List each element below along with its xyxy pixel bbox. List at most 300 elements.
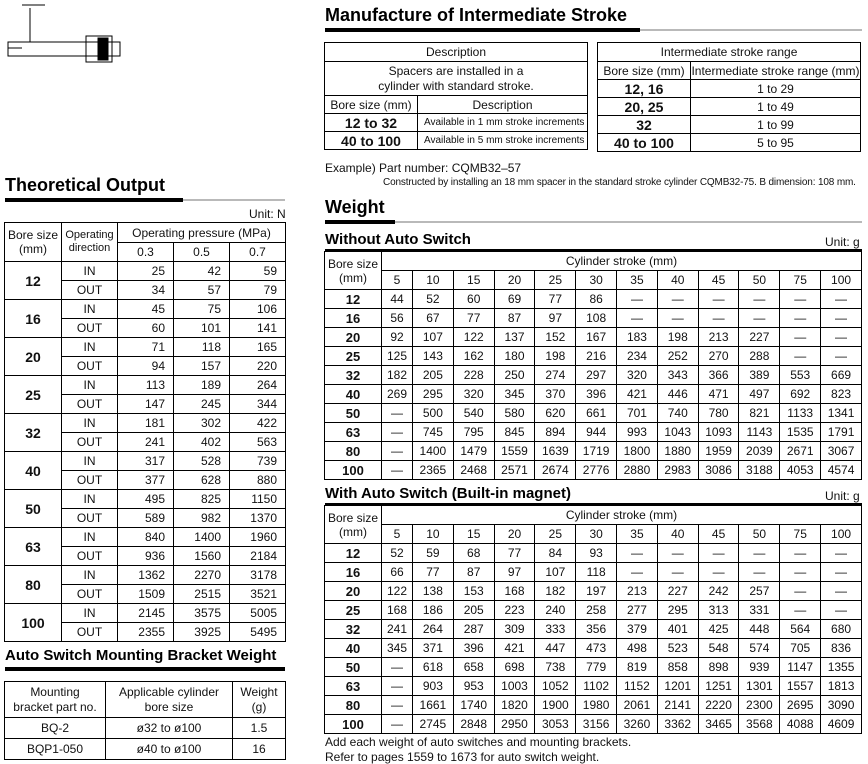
weight-value: —: [780, 290, 821, 309]
range-bore-value: 20, 25: [598, 98, 691, 116]
weight-value: 701: [617, 404, 658, 423]
output-value: 3925: [174, 623, 230, 642]
weight-value: 3260: [617, 715, 658, 734]
output-value: 1362: [118, 566, 174, 585]
weight-value: 216: [576, 347, 617, 366]
col-stroke: Cylinder stroke (mm): [382, 252, 862, 271]
weight-row: [325, 423, 862, 442]
direction-in: IN: [62, 566, 118, 585]
output-value: 220: [230, 357, 286, 376]
stroke-header: 25: [535, 271, 576, 290]
stroke-header: 10: [412, 271, 453, 290]
theoretical-title-rule: [5, 198, 183, 202]
weight-value: —: [382, 442, 413, 461]
weight-value: 234: [617, 347, 658, 366]
bore-size: 80: [5, 566, 62, 604]
bracket-part: BQP1-050: [5, 739, 106, 760]
weight-value: 379: [617, 620, 658, 639]
theoretical-output-table: [4, 222, 286, 642]
weight-value: —: [821, 347, 862, 366]
weight-value: 1661: [412, 696, 453, 715]
weight-value: 167: [576, 328, 617, 347]
col-direction: Operating direction: [62, 223, 118, 262]
description-header: Description: [325, 43, 588, 62]
bore-size: 63: [325, 677, 382, 696]
weight-value: 356: [576, 620, 617, 639]
range-bore-value: 12, 16: [598, 80, 691, 98]
weight-value: 213: [617, 582, 658, 601]
weight-value: 152: [535, 328, 576, 347]
direction-in: IN: [62, 452, 118, 471]
manufacture-title-rule-gray: [640, 29, 862, 31]
bore-size: 16: [5, 300, 62, 338]
weight-value: 3188: [739, 461, 780, 480]
weight-value: 77: [494, 544, 535, 563]
weight-value: 2468: [453, 461, 494, 480]
weight-value: 680: [821, 620, 862, 639]
direction-out: OUT: [62, 395, 118, 414]
bore-size: 50: [325, 404, 382, 423]
weight-value: 343: [657, 366, 698, 385]
theoretical-row-in: [5, 376, 286, 395]
weight-value: 421: [494, 639, 535, 658]
bore-size: 63: [5, 528, 62, 566]
weight-value: 2061: [617, 696, 658, 715]
stroke-header: 100: [821, 271, 862, 290]
weight-title-rule: [325, 220, 395, 224]
weight-value: 182: [535, 582, 576, 601]
weight-value: 60: [453, 290, 494, 309]
output-value: 157: [174, 357, 230, 376]
weight-value: 1400: [412, 442, 453, 461]
weight-value: 1559: [494, 442, 535, 461]
stroke-header: 40: [657, 271, 698, 290]
output-value: 528: [174, 452, 230, 471]
output-value: 344: [230, 395, 286, 414]
weight-value: 138: [412, 582, 453, 601]
weight-value: 345: [494, 385, 535, 404]
range-value: 1 to 99: [691, 116, 861, 134]
weight-value: 84: [535, 544, 576, 563]
weight-note-2: Refer to pages 1559 to 1673 for auto switch weight.: [325, 750, 600, 764]
bore-size: 40: [325, 639, 382, 658]
stroke-header: 20: [494, 525, 535, 544]
weight-value: 745: [412, 423, 453, 442]
weight-row: [325, 658, 862, 677]
stroke-header: 30: [576, 525, 617, 544]
weight-value: 168: [494, 582, 535, 601]
weight-value: 366: [698, 366, 739, 385]
bore-size: 12: [5, 262, 62, 300]
bore-size: 16: [325, 563, 382, 582]
weight-value: 564: [780, 620, 821, 639]
weight-value: 421: [617, 385, 658, 404]
weight-value: 2745: [412, 715, 453, 734]
col-pressure: Operating pressure (MPa): [118, 223, 286, 243]
weight-value: 87: [494, 309, 535, 328]
bracket-bore: ø32 to ø100: [106, 718, 233, 739]
weight-value: 258: [576, 601, 617, 620]
weight-value: 320: [453, 385, 494, 404]
stroke-description-table: [324, 42, 588, 150]
weight-value: 52: [382, 544, 413, 563]
weight-row: [325, 404, 862, 423]
weight-value: —: [657, 544, 698, 563]
weight-value: 658: [453, 658, 494, 677]
weight-value: 295: [657, 601, 698, 620]
output-value: 2355: [118, 623, 174, 642]
weight-value: 59: [412, 544, 453, 563]
weight-value: 1102: [576, 677, 617, 696]
weight-value: —: [382, 658, 413, 677]
with-switch-title: With Auto Switch (Built-in magnet): [325, 485, 571, 502]
weight-value: 498: [617, 639, 658, 658]
weight-row: [325, 461, 862, 480]
manufacture-title: Manufacture of Intermediate Stroke: [325, 5, 628, 25]
weight-value: 309: [494, 620, 535, 639]
stroke-header: 50: [739, 271, 780, 290]
weight-value: 1152: [617, 677, 658, 696]
output-value: 141: [230, 319, 286, 338]
theoretical-row-in: [5, 490, 286, 509]
weight-value: 1900: [535, 696, 576, 715]
weight-value: 795: [453, 423, 494, 442]
output-value: 3178: [230, 566, 286, 585]
pressure-0.7: 0.7: [230, 243, 286, 262]
output-value: 936: [118, 547, 174, 566]
weight-value: 68: [453, 544, 494, 563]
weight-value: 313: [698, 601, 739, 620]
bore-size: 100: [5, 604, 62, 642]
weight-value: 1557: [780, 677, 821, 696]
bore-size: 80: [325, 442, 382, 461]
output-value: 825: [174, 490, 230, 509]
weight-value: 3053: [535, 715, 576, 734]
theoretical-row-in: [5, 338, 286, 357]
bracket-part: BQ-2: [5, 718, 106, 739]
weight-value: 894: [535, 423, 576, 442]
weight-value: 1093: [698, 423, 739, 442]
weight-value: 1820: [494, 696, 535, 715]
weight-value: —: [382, 677, 413, 696]
weight-value: 618: [412, 658, 453, 677]
direction-out: OUT: [62, 319, 118, 338]
weight-value: 2039: [739, 442, 780, 461]
weight-value: 1740: [453, 696, 494, 715]
weight-value: 269: [382, 385, 413, 404]
weight-value: 143: [412, 347, 453, 366]
weight-value: —: [780, 347, 821, 366]
weight-value: 993: [617, 423, 658, 442]
weight-value: 66: [382, 563, 413, 582]
output-value: 241: [118, 433, 174, 452]
weight-value: 250: [494, 366, 535, 385]
output-value: 101: [174, 319, 230, 338]
bracket-title-rule: [5, 667, 285, 671]
weight-value: 1143: [739, 423, 780, 442]
example-description: Constructed by installing an 18 mm spacer in the standard stroke cylinder CQMB32-75. B dimension: 108 mm.: [383, 177, 856, 188]
weight-value: —: [698, 309, 739, 328]
stroke-header: 15: [453, 271, 494, 290]
weight-value: 277: [617, 601, 658, 620]
weight-value: 1800: [617, 442, 658, 461]
weight-value: 3362: [657, 715, 698, 734]
stroke-header: 25: [535, 525, 576, 544]
bore-size: 50: [325, 658, 382, 677]
weight-value: —: [821, 309, 862, 328]
weight-value: 1147: [780, 658, 821, 677]
weight-value: 1959: [698, 442, 739, 461]
weight-value: 370: [535, 385, 576, 404]
output-value: 880: [230, 471, 286, 490]
weight-value: —: [617, 544, 658, 563]
weight-value: 4574: [821, 461, 862, 480]
range-header: Intermediate stroke range: [598, 43, 861, 62]
weight-value: 77: [535, 290, 576, 309]
direction-in: IN: [62, 262, 118, 281]
theoretical-row-in: [5, 452, 286, 471]
weight-value: 108: [576, 309, 617, 328]
weight-value: 223: [494, 601, 535, 620]
weight-value: —: [698, 544, 739, 563]
weight-value: 93: [576, 544, 617, 563]
range-bore-value: 32: [598, 116, 691, 134]
weight-value: 274: [535, 366, 576, 385]
bore-size: 32: [5, 414, 62, 452]
direction-out: OUT: [62, 623, 118, 642]
output-value: 2145: [118, 604, 174, 623]
cylinder-drawing: [0, 0, 125, 70]
weight-value: 944: [576, 423, 617, 442]
weight-value: 288: [739, 347, 780, 366]
direction-in: IN: [62, 414, 118, 433]
weight-value: 446: [657, 385, 698, 404]
output-value: 739: [230, 452, 286, 471]
weight-row: [325, 639, 862, 658]
weight-value: 2141: [657, 696, 698, 715]
weight-value: 287: [453, 620, 494, 639]
weight-value: —: [780, 563, 821, 582]
weight-value: 2220: [698, 696, 739, 715]
col-stroke: Cylinder stroke (mm): [382, 506, 862, 525]
stroke-header: 35: [617, 525, 658, 544]
output-value: 79: [230, 281, 286, 300]
weight-value: 242: [698, 582, 739, 601]
weight-value: 44: [382, 290, 413, 309]
output-value: 147: [118, 395, 174, 414]
weight-value: 2365: [412, 461, 453, 480]
weight-row: [325, 347, 862, 366]
weight-value: 661: [576, 404, 617, 423]
output-value: 402: [174, 433, 230, 452]
weight-value: 371: [412, 639, 453, 658]
weight-value: —: [821, 563, 862, 582]
weight-value: 1813: [821, 677, 862, 696]
theoretical-row-in: [5, 300, 286, 319]
without-switch-unit: Unit: g: [825, 235, 860, 249]
weight-value: 122: [382, 582, 413, 601]
bore-size: 63: [325, 423, 382, 442]
bracket-weight: 1.5: [233, 718, 286, 739]
output-value: 2270: [174, 566, 230, 585]
weight-value: 333: [535, 620, 576, 639]
weight-value: 86: [576, 290, 617, 309]
weight-value: —: [780, 328, 821, 347]
output-value: 982: [174, 509, 230, 528]
weight-value: 2848: [453, 715, 494, 734]
weight-value: 953: [453, 677, 494, 696]
weight-value: 396: [576, 385, 617, 404]
weight-value: 77: [412, 563, 453, 582]
output-value: 113: [118, 376, 174, 395]
output-value: 1370: [230, 509, 286, 528]
output-value: 60: [118, 319, 174, 338]
direction-out: OUT: [62, 585, 118, 604]
col-bore: Bore size (mm): [325, 96, 418, 114]
weight-value: 1341: [821, 404, 862, 423]
with-switch-unit: Unit: g: [825, 489, 860, 503]
weight-value: 2880: [617, 461, 658, 480]
weight-value: 1639: [535, 442, 576, 461]
weight-value: —: [821, 582, 862, 601]
bore-size: 25: [325, 601, 382, 620]
weight-value: 97: [494, 563, 535, 582]
bore-size: 40: [5, 452, 62, 490]
weight-value: 669: [821, 366, 862, 385]
weight-row: [325, 563, 862, 582]
bore-size: 25: [325, 347, 382, 366]
bracket-weight-table: [4, 681, 286, 760]
pressure-0.3: 0.3: [118, 243, 174, 262]
weight-value: 473: [576, 639, 617, 658]
weight-value: 67: [412, 309, 453, 328]
weight-value: —: [821, 544, 862, 563]
weight-value: 548: [698, 639, 739, 658]
weight-value: 240: [535, 601, 576, 620]
weight-value: 2695: [780, 696, 821, 715]
stroke-desc-value: Available in 1 mm stroke increments: [418, 114, 588, 132]
manufacture-title-rule: [325, 28, 640, 32]
weight-with-switch-table: [324, 505, 862, 734]
direction-out: OUT: [62, 357, 118, 376]
weight-value: —: [657, 563, 698, 582]
weight-value: 227: [739, 328, 780, 347]
output-value: 264: [230, 376, 286, 395]
output-value: 106: [230, 300, 286, 319]
output-value: 302: [174, 414, 230, 433]
range-bore-value: 40 to 100: [598, 134, 691, 152]
weight-row: [325, 442, 862, 461]
stroke-header: 45: [698, 271, 739, 290]
direction-in: IN: [62, 604, 118, 623]
weight-value: —: [739, 290, 780, 309]
weight-value: 738: [535, 658, 576, 677]
weight-value: 845: [494, 423, 535, 442]
weight-value: —: [657, 309, 698, 328]
theoretical-row-in: [5, 262, 286, 281]
output-value: 3575: [174, 604, 230, 623]
bore-size: 16: [325, 309, 382, 328]
example-part: Part number: CQMB32–57: [379, 161, 522, 175]
bore-size: 50: [5, 490, 62, 528]
output-value: 317: [118, 452, 174, 471]
output-value: 628: [174, 471, 230, 490]
stroke-header: 10: [412, 525, 453, 544]
weight-value: —: [382, 461, 413, 480]
weight-value: 2950: [494, 715, 535, 734]
stroke-header: 50: [739, 525, 780, 544]
weight-value: —: [821, 290, 862, 309]
output-value: 75: [174, 300, 230, 319]
weight-value: 1043: [657, 423, 698, 442]
weight-value: 3568: [739, 715, 780, 734]
weight-value: —: [739, 544, 780, 563]
output-value: 1509: [118, 585, 174, 604]
description-text: Spacers are installed in a cylinder with standard stroke.: [325, 62, 588, 96]
weight-value: 500: [412, 404, 453, 423]
output-value: 840: [118, 528, 174, 547]
col-range: Intermediate stroke range (mm): [691, 63, 860, 78]
weight-value: 3090: [821, 696, 862, 715]
direction-out: OUT: [62, 471, 118, 490]
output-value: 34: [118, 281, 174, 300]
weight-value: 1052: [535, 677, 576, 696]
weight-value: 497: [739, 385, 780, 404]
stroke-header: 30: [576, 271, 617, 290]
bore-size: 100: [325, 715, 382, 734]
output-value: 1960: [230, 528, 286, 547]
theoretical-unit: Unit: N: [249, 207, 286, 221]
weight-value: 69: [494, 290, 535, 309]
weight-value: 1201: [657, 677, 698, 696]
theoretical-row-in: [5, 566, 286, 585]
weight-value: 186: [412, 601, 453, 620]
output-value: 2184: [230, 547, 286, 566]
weight-value: 2983: [657, 461, 698, 480]
stroke-range-table: [597, 42, 861, 152]
weight-row: [325, 544, 862, 563]
weight-value: 4609: [821, 715, 862, 734]
bracket-bore: ø40 to ø100: [106, 739, 233, 760]
weight-value: —: [657, 290, 698, 309]
weight-value: 580: [494, 404, 535, 423]
weight-value: 122: [453, 328, 494, 347]
weight-value: 264: [412, 620, 453, 639]
weight-value: 228: [453, 366, 494, 385]
stroke-header: 45: [698, 525, 739, 544]
weight-row: [325, 328, 862, 347]
output-value: 42: [174, 262, 230, 281]
weight-value: —: [617, 290, 658, 309]
weight-value: —: [821, 601, 862, 620]
weight-value: 396: [453, 639, 494, 658]
weight-value: 297: [576, 366, 617, 385]
weight-value: 1479: [453, 442, 494, 461]
col-bore: Bore size (mm): [5, 223, 62, 262]
direction-in: IN: [62, 300, 118, 319]
weight-value: 821: [739, 404, 780, 423]
weight-value: 1791: [821, 423, 862, 442]
direction-in: IN: [62, 528, 118, 547]
stroke-header: 100: [821, 525, 862, 544]
stroke-header: 40: [657, 525, 698, 544]
weight-value: 77: [453, 309, 494, 328]
bore-size: 12: [325, 544, 382, 563]
weight-value: 471: [698, 385, 739, 404]
weight-value: 448: [739, 620, 780, 639]
weight-value: 183: [617, 328, 658, 347]
weight-value: 52: [412, 290, 453, 309]
